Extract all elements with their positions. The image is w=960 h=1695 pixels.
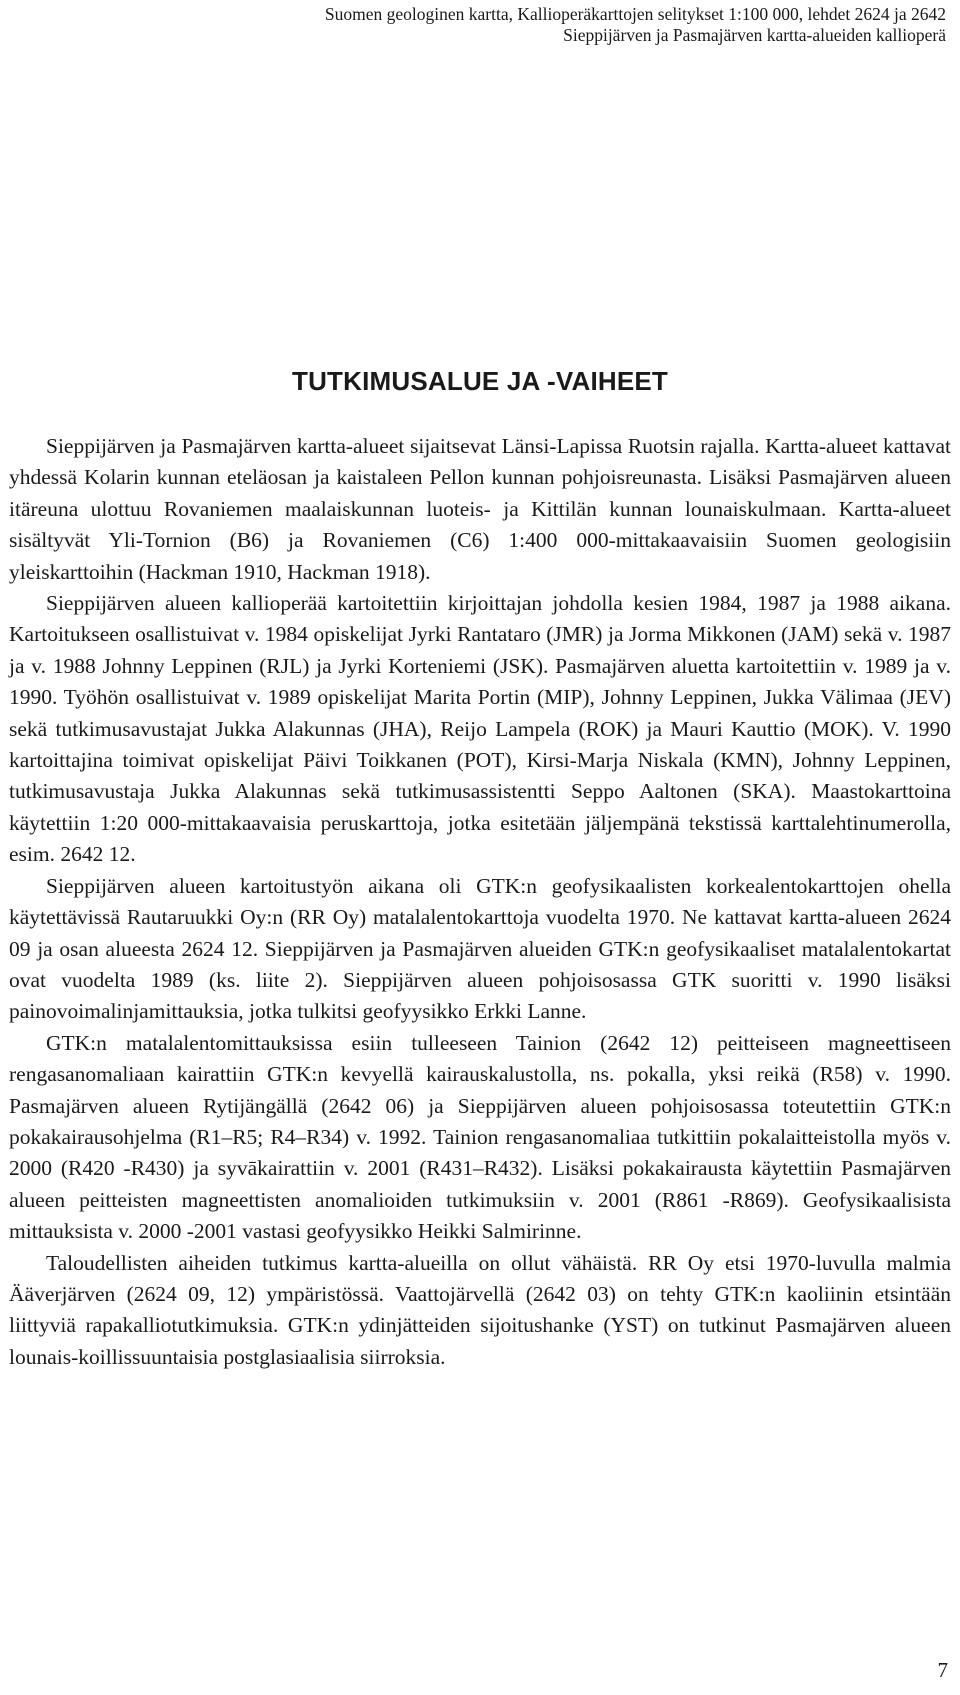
body-text <box>9 431 951 1373</box>
paragraph-study-area: Sieppijärven ja Pasmajärven kartta-alueet sijaitsevat Länsi-Lapissa Ruotsin rajalla. Kartta-alueet kattavat yhdessä Kolarin kunnan eteläosan ja kaistaleen Pellon kunnan pohjoisreunasta. Lisäksi Pasmajärven alueen itäreuna ulottuu Rovaniemen maalaiskunnan luoteis- ja Kittilän kunnan lounaiskulmaan. Kartta-alueet sisältyvät Yli-Tornion (B6) ja Rovaniemen (C6) 1:400 000-mittakaavaisiin Suomen geologisiin yleiskarttoihin (Hackman 1910, Hackman 1918). <box>9 434 951 584</box>
paragraph-geophysical-maps: Sieppijärven alueen kartoitustyön aikana oli GTK:n geofysikaalisten korkealentokarttojen ohella käytettävissä Rautaruukki Oy:n (RR Oy) matalalentokarttoja vuodelta 1970. Ne kattavat kartta-alueen 2624 09 ja osan alueesta 2624 12. Sieppijärven ja Pasmajärven alueiden GTK:n geofysikaaliset matalalentokartat ovat vuodelta 1989 (ks. liite 2). Sieppijärven alueen pohjoisosassa GTK suoritti v. 1990 lisäksi painovoimalinjamittauksia, jotka tulkitsi geofyysikko Erkki Lanne. <box>9 873 951 1024</box>
section-title: TUTKIMUSALUE JA -VAIHEET <box>291 366 669 396</box>
running-header-title: Sieppijärven ja Pasmajärven kartta-alueiden kallioperä <box>563 25 946 45</box>
paragraph-drilling: GTK:n matalalentomittauksissa esiin tulleeseen Tainion (2642 12) peitteiseen magneettiseen rengasanomaliaan kairattiin GTK:n kevyellä kairauskalustolla, ns. pokalla, yksi reikä (R58) v. 1990. Pasmajärven alueen Rytijängällä (2642 06) ja Sieppijärven alueen pohjoisosassa toteutettiin GTK:n pokakairausohjelma (R1–R5; R4–R34) v. 1992. Tainion rengasanomaliaa tutkittiin pokalaitteistolla myös v. 2000 (R420 -R430) ja syvākairattiin v. 2001 (R431–R432). Lisäksi pokakairausta käytettiin Pasmajärven alueen peitteisten magneettisten anomalioiden tutkimuksiin v. 2001 (R861 -R869). Geofysikaalisista mittauksista v. 2000 -2001 vastasi geofyysikko Heikki Salmirinne. <box>9 1030 951 1244</box>
paragraph-mapping-history: Sieppijärven alueen kallioperää kartoitettiin kirjoittajan johdolla kesien 1984, 1987 ja 1988 aikana. Kartoitukseen osallistuivat v. 1984 opiskelijat Jyrki Rantataro (JMR) ja Jorma Mikkonen (JAM) sekä v. 1987 ja v. 1988 Johnny Leppinen (RJL) ja Jyrki Korteniemi (JSK). Pasmajärven aluetta kartoitettiin v. 1989 ja v. 1990. Työhön osallistuivat v. 1989 opiskelijat Marita Portin (MIP), Johnny Leppinen, Jukka Välimaa (JEV) sekä tutkimusavustajat Jukka Alakunnas (JHA), Reijo Lampela (ROK) ja Mauri Kauttio (MOK). V. 1990 kartoittajina toimivat opiskelijat Päivi Toikkanen (POT), Kirsi-Marja Niskala (KMN), Johnny Leppinen, tutkimusavustaja Jukka Alakunnas sekä tutkimusassistentti Seppo Aaltonen (SKA). Maastokarttoina käytettiin 1:20 000-mittakaavaisia peruskarttoja, jotka esitetään jäljempänä tekstissä karttalehtinumerolla, esim. 2642 12. <box>9 591 951 867</box>
page-number: 7 <box>937 1658 948 1682</box>
running-header-series: Suomen geologinen kartta, Kallioperäkarttojen selitykset 1:100 000, lehdet 2624 ja 2642 <box>324 4 946 24</box>
paragraph-economic-studies: Taloudellisten aiheiden tutkimus kartta-alueilla on ollut vähäistä. RR Oy etsi 1970-luvulla malmia Ääverjärven (2624 09, 12) ympäristössä. Vaattojärvellä (2642 03) on tehty GTK:n kaoliinin etsintään liittyviä rapakalliotutkimuksia. GTK:n ydinjätteiden sijoitushanke (YST) on tutkinut Pasmajärven alueen lounais-koillissuuntaisia postglasiaalisia siirroksia. <box>9 1250 951 1369</box>
running-header <box>325 4 946 46</box>
